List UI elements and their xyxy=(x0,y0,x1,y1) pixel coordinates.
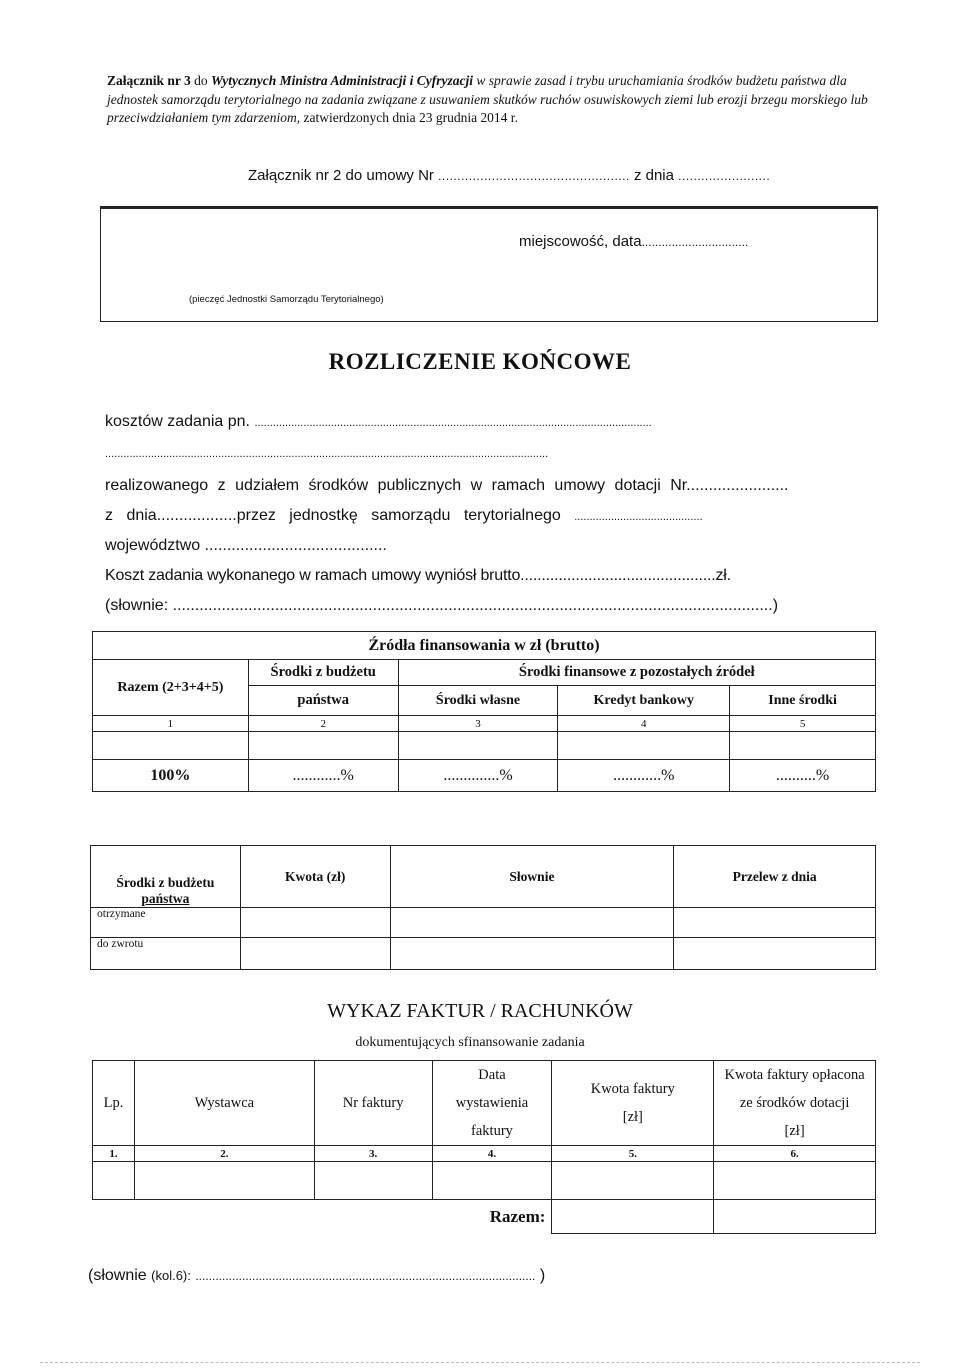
return-date-cell[interactable] xyxy=(674,938,876,970)
invoice-number-cell[interactable] xyxy=(314,1162,432,1200)
received-date-cell[interactable] xyxy=(674,908,876,938)
budget-funds-header-top: Środki z budżetu xyxy=(116,875,215,890)
in-words-line: (słownie: .......................................................................................................................................) xyxy=(105,597,779,614)
footer-in-words xyxy=(88,1267,545,1285)
amount-header: Kwota (zł) xyxy=(240,846,390,908)
amount-cell-own[interactable] xyxy=(398,732,558,760)
task-name-label: kosztów zadania pn. xyxy=(105,413,250,430)
financing-sources-table xyxy=(92,631,876,792)
col-number: 3 xyxy=(398,716,558,732)
invoices-table xyxy=(92,1060,876,1234)
col-number: 5 xyxy=(730,716,876,732)
lp-header: Lp. xyxy=(93,1061,135,1146)
stamp-box xyxy=(100,206,878,322)
intro-paragraph xyxy=(107,72,877,128)
budget-funds-table xyxy=(90,845,876,970)
financing-table-title: Źródła finansowania w zł (brutto) xyxy=(93,632,876,660)
invoice-number-header: Nr faktury xyxy=(314,1061,432,1146)
task-name-line xyxy=(105,413,652,431)
footer-column-ref: (kol.6): xyxy=(151,1268,191,1283)
percent-other-field[interactable]: ..........% xyxy=(730,760,876,792)
col-number: 5. xyxy=(552,1146,714,1162)
intro-text-1: w sprawie xyxy=(476,73,532,88)
agreement-number-field[interactable]: .................................................. xyxy=(438,169,630,183)
invoice-date-cell[interactable] xyxy=(432,1162,552,1200)
percent-credit-field[interactable]: ............% xyxy=(558,760,730,792)
transfer-date-header: Przelew z dnia xyxy=(674,846,876,908)
bank-credit-header: Kredyt bankowy xyxy=(558,686,730,716)
footer-in-words-field[interactable]: ...................................................................................................... xyxy=(195,1269,536,1283)
invoices-title: WYKAZ FAKTUR / RACHUNKÓW xyxy=(327,1000,633,1022)
total-amount-cell[interactable] xyxy=(552,1200,714,1234)
place-date-label: miejscowość, data xyxy=(519,233,642,250)
footer-in-words-label: (słownie xyxy=(88,1267,147,1284)
other-funds-header: Inne środki xyxy=(730,686,876,716)
guidelines-title: Wytycznych Ministra Administracji i Cyfryzacji xyxy=(211,73,474,88)
percent-own-field[interactable]: ..............% xyxy=(398,760,558,792)
invoice-date-header-3: faktury xyxy=(471,1123,513,1139)
page-title: ROZLICZENIE KOŃCOWE xyxy=(328,349,632,374)
intro-text-2: zasad i trybu uruchamiania środków budżetu państwa dla jednostek samorządu terytorialnego na zadania związane z usuwaniem skutków ruchów osuwiskowych ziemi lub erozji brzegu morskiego lub przeciwdziałaniem tym zdarzeniom, xyxy=(107,73,868,125)
other-sources-header: Środki finansowe z pozostałych źródeł xyxy=(398,660,875,686)
invoice-amount-header-1: Kwota faktury xyxy=(590,1081,675,1097)
annex2-line xyxy=(248,167,770,184)
return-amount-cell[interactable] xyxy=(240,938,390,970)
invoice-amount-header-2: [zł] xyxy=(622,1109,643,1125)
date-unit-text: z dnia..................przez jednostkę samorządu terytorialnego xyxy=(105,507,561,524)
date-unit-line xyxy=(105,507,703,525)
gross-cost-line: Koszt zadania wykonanego w ramach umowy wyniósł brutto..............................................zł. xyxy=(105,567,731,584)
issuer-header: Wystawca xyxy=(134,1061,314,1146)
col-number: 1 xyxy=(93,716,249,732)
state-budget-header: Środki z budżetu xyxy=(248,660,398,686)
invoice-date-header xyxy=(432,1061,552,1146)
row-received: otrzymane xyxy=(91,908,241,938)
return-words-cell[interactable] xyxy=(390,938,674,970)
annex-number: Załącznik nr 3 xyxy=(107,73,191,88)
footer-close-paren: ) xyxy=(539,1267,546,1284)
task-name-field[interactable]: .................................................................................................................................. xyxy=(254,417,652,429)
paid-amount-header-1: Kwota faktury opłacona xyxy=(724,1067,865,1083)
amount-cell-other[interactable] xyxy=(730,732,876,760)
budget-funds-header xyxy=(91,846,241,908)
col-number: 1. xyxy=(93,1146,135,1162)
invoice-paid-cell[interactable] xyxy=(714,1162,876,1200)
voivodeship-line: województwo ......................................... xyxy=(105,537,387,554)
state-budget-header-2: państwa xyxy=(248,686,398,716)
invoice-lp-cell[interactable] xyxy=(93,1162,135,1200)
agreement-line: realizowanego z udziałem środków publicznych w ramach umowy dotacji Nr....................... xyxy=(105,477,789,494)
invoice-amount-header xyxy=(552,1061,714,1146)
col-number: 3. xyxy=(314,1146,432,1162)
amount-cell-credit[interactable] xyxy=(558,732,730,760)
paid-amount-header-2: ze środków dotacji xyxy=(739,1095,850,1111)
paid-amount-header-3: [zł] xyxy=(784,1123,805,1139)
invoice-amount-cell[interactable] xyxy=(552,1162,714,1200)
received-amount-cell[interactable] xyxy=(240,908,390,938)
page-bottom-rule xyxy=(40,1362,920,1363)
col-number: 2. xyxy=(134,1146,314,1162)
total-header: Razem (2+3+4+5) xyxy=(93,660,249,716)
annex2-label: Załącznik nr 2 do umowy Nr xyxy=(248,167,434,184)
invoice-date-header-2: wystawienia xyxy=(455,1095,529,1111)
percent-total: 100% xyxy=(93,760,249,792)
intro-do: do xyxy=(194,73,208,88)
invoice-issuer-cell[interactable] xyxy=(134,1162,314,1200)
received-words-cell[interactable] xyxy=(390,908,674,938)
paid-amount-header xyxy=(714,1061,876,1146)
agreement-date-field[interactable]: ........................ xyxy=(678,169,771,183)
amount-cell-total[interactable] xyxy=(93,732,249,760)
in-words-header: Słownie xyxy=(390,846,674,908)
col-number: 4. xyxy=(432,1146,552,1162)
task-name-field-2[interactable]: ................................................................................................................................................. xyxy=(105,448,549,460)
total-label: Razem: xyxy=(93,1200,552,1234)
col-number: 2 xyxy=(248,716,398,732)
intro-text-3: zatwierdzonych dnia 23 grudnia 2014 r. xyxy=(303,110,518,125)
row-to-return: do zwrotu xyxy=(91,938,241,970)
own-funds-header: Środki własne xyxy=(398,686,558,716)
invoice-date-header-1: Data xyxy=(478,1067,506,1083)
place-date-field[interactable]: ................................ xyxy=(641,235,749,249)
stamp-label: (pieczęć Jednostki Samorządu Terytorialnego) xyxy=(189,294,384,305)
budget-funds-header-bottom: państwa xyxy=(141,891,190,906)
col-number: 4 xyxy=(558,716,730,732)
invoices-subtitle: dokumentujących sfinansowanie zadania xyxy=(355,1035,585,1050)
total-paid-cell[interactable] xyxy=(714,1200,876,1234)
place-date xyxy=(519,233,748,250)
amount-cell-budget[interactable] xyxy=(248,732,398,760)
annex2-date-label: z dnia xyxy=(633,167,674,184)
col-number: 6. xyxy=(714,1146,876,1162)
percent-budget-field[interactable]: ............% xyxy=(248,760,398,792)
unit-field[interactable]: .......................................... xyxy=(574,511,703,523)
